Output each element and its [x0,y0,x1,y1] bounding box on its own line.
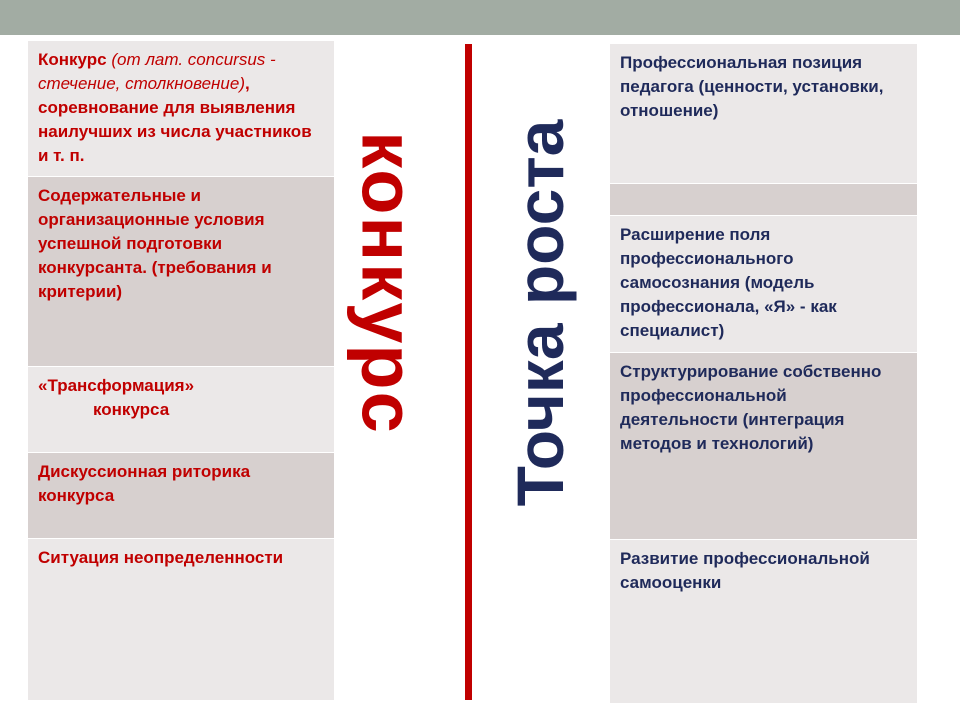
left-row-transformation [28,367,334,453]
self-awareness-text: Расширение поля профессионального самосознания (модель профессионала, «Я» - как специалист) [620,225,837,340]
header-bar [0,0,960,35]
structuring-text: Структурирование собственно профессиональной деятельности (интеграция методов и технологий) [620,362,882,453]
right-row-position [610,44,917,184]
conditions-text: Содержательные и организационные условия успешной подготовки конкурсанта. (требования и критерии) [38,186,272,301]
term-konkurs: Конкурс [38,50,107,69]
center-divider-line [465,44,472,700]
position-text: Профессиональная позиция педагога (ценности, установки, отношение) [620,53,884,120]
term-definition: , соревнование для выявления наилучших из числа участников и т. п. [38,74,312,165]
rhetoric-text: Дискуссионная риторика конкурса [38,462,251,505]
term-etymology: (от лат. concursus - стечение, столкновение) [38,50,276,93]
vertical-title-tochka-rosta: Точка роста [503,119,577,507]
left-row-rhetoric [28,453,334,539]
self-esteem-text: Развитие профессиональной самооценки [620,549,870,592]
right-row-empty [610,184,917,216]
right-row-self-awareness [610,216,917,353]
left-row-uncertainty [28,539,334,701]
uncertainty-text: Ситуация неопределенности [38,548,284,567]
left-row-definition [28,41,334,177]
right-row-self-esteem [610,540,917,704]
left-row-conditions [28,177,334,367]
right-row-structuring [610,353,917,540]
transformation-line1: «Трансформация» [38,376,195,395]
transformation-line2: конкурса [93,400,170,419]
vertical-title-konkurs: конкурс [346,131,430,435]
